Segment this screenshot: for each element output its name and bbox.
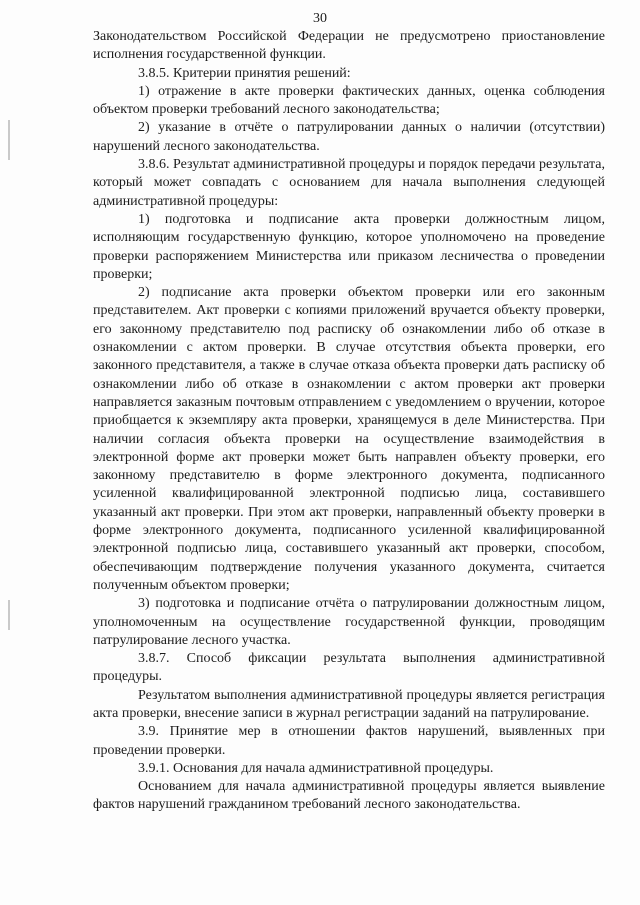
paragraph-p-386-1: 1) подготовка и подписание акта проверки должностным лицом, исполняющим государственную функцию, которое уполномочено на проведение проверки распоряжением Министерства или приказом лесничества о проведении проверки; — [93, 211, 605, 282]
page-number: 30 — [313, 11, 327, 26]
document-body — [93, 28, 605, 815]
paragraph-p-385-2: 2) указание в отчёте о патрулировании данных о наличии (отсутствии) нарушений лесного законодательства. — [93, 120, 605, 154]
paragraph-p-386-3: 3) подготовка и подписание отчёта о патрулировании должностным лицом, уполномоченным на осуществление государственной функции, проводящим патрулирование лесного участка. — [93, 596, 605, 648]
paragraph-p-cont: Законодательством Российской Федерации не предусмотрено приостановление исполнения государственной функции. — [93, 29, 605, 63]
paragraph-p-386-2: 2) подписание акта проверки объектом проверки или его законным представителем. Акт проверки с копиями приложений вручается объекту проверки, его законному представителю под расписку об ознакомлении либо об отказе в ознакомлении с актом проверки. В случае отсутствия объекта проверки, его законного представителя, а также в случае отказа объекта проверки дать расписку об ознакомлении либо об отказе в ознакомлении с актом проверки акт проверки направляется заказным почтовым отправлением с уведомлением о вручении, которое приобщается к экземпляру акта проверки, хранящемуся в деле Министерства. При наличии согласия объекта проверки на осуществление взаимодействия в электронной форме акт проверки может быть направлен объекту проверки, его законному представителю в форме электронного документа, подписанного усиленной квалифицированной электронной подписью лица, составившего указанный акт проверки. При этом акт проверки, направленный объекту проверки в форме электронного документа, подписанного усиленной квалифицированной электронной подписью лица, составившего указанный акт проверки, способом, обеспечивающим подтверждение получения указанного документа, считается полученным объектом проверки; — [93, 285, 605, 593]
paragraph-p-391: 3.9.1. Основания для начала административной процедуры. — [138, 760, 494, 776]
paragraph-p-387: 3.8.7. Способ фиксации результата выполнения административной процедуры. — [93, 651, 605, 685]
paragraph-p-387-a: Результатом выполнения административной процедуры является регистрация акта проверки, внесение записи в журнал регистрации заданий на патрулирование. — [93, 687, 605, 721]
paragraph-p-386: 3.8.6. Результат административной процедуры и порядок передачи результата, который может совпадать с основанием для начала выполнения следующей административной процедуры: — [93, 157, 605, 209]
paragraph-p-391-a: Основанием для начала административной процедуры является выявление фактов нарушений гражданином требований лесного законодательства. — [93, 779, 605, 813]
paragraph-p-385-1: 1) отражение в акте проверки фактических данных, оценка соблюдения объектом проверки требований лесного законодательства; — [93, 83, 605, 118]
scan-artifact — [8, 120, 10, 160]
scan-artifact — [8, 600, 10, 630]
paragraph-p-39: 3.9. Принятие мер в отношении фактов нарушений, выявленных при проведении проверки. — [93, 724, 605, 758]
paragraph-p-385: 3.8.5. Критерии принятия решений: — [138, 65, 351, 81]
